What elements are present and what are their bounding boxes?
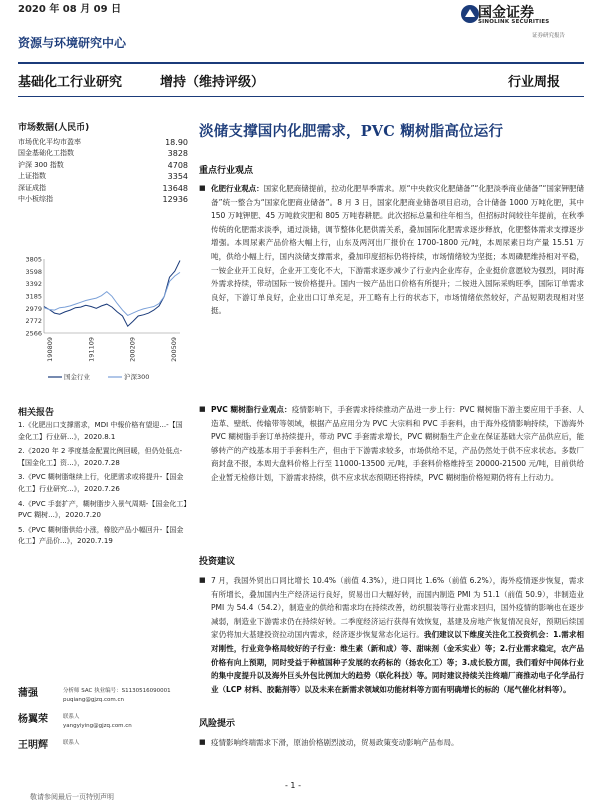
related-reports-title: 相关报告: [18, 408, 55, 418]
index-chart-svg: [18, 255, 188, 385]
key-points-heading: 重点行业观点: [199, 166, 254, 176]
analyst-email[interactable]: puqiang@gjzq.com.cn: [63, 697, 124, 703]
analyst-role: 联系人: [63, 740, 80, 746]
risk-heading: 风险提示: [199, 719, 236, 729]
analyst-email[interactable]: yangyiying@gjzq.com.cn: [63, 723, 132, 729]
related-report-link[interactable]: 4.《PVC 手套扩产，糊树脂步入景气周期-【国金化工】PVC 糊树...》，2020.7.20: [18, 499, 187, 520]
risk-paragraph: [199, 736, 584, 750]
market-row: [18, 137, 188, 148]
footer-disclaimer: 敬请参阅最后一页特别声明: [30, 793, 114, 801]
market-row: [18, 183, 188, 194]
y-tick-label: 3392: [25, 280, 42, 289]
y-tick-label: 2772: [25, 317, 42, 326]
market-data-title: 市场数据(人民币): [18, 123, 90, 133]
series-line: [44, 272, 180, 315]
risk-body: 疫情影响终端需求下滑，原油价格剧烈波动，贸易政策变动影响产品布局。: [211, 738, 459, 747]
analyst-name: 杨翼荣: [18, 714, 48, 725]
market-label: 沪深 300 指数: [18, 160, 64, 169]
market-row: [18, 171, 188, 182]
market-value: 18.90: [165, 138, 188, 147]
legend-label: 沪深300: [124, 373, 150, 381]
section-title: 基础化工行业研究: [18, 75, 123, 90]
related-report-link[interactable]: 2.《2020 年 2 季度基金配置比例回暖，但仍处低点-【国金化工】资...》，2020.7.28: [18, 447, 183, 467]
brand-emblem-icon: [460, 4, 480, 24]
subheader-divider: [18, 96, 584, 97]
market-label: 市场优化平均市盈率: [18, 138, 81, 146]
investment-body: 7 月，我国外贸出口同比增长 10.4%（前值 4.3%），进口同比 1.6%（前值 6.2%），海外疫情逐步恢复，需求有所增长，叠加国内生产经济运行良好，贸易出口大幅好转，而国内制造 PMI 为 51.1（前值 50.9），非制造业 PMI 为 54.4（54.2），制造业的供给和需求均在持续改善，纺织服装等行业需求回归，国外疫情的影响也在逐步减弱，制造业下游需求仍在持续好转。二季度经济运行获得有效恢复，基建及房地产恢复情况良好，预期后续国家仍将加大基建投资拉动国内需求，经济逐步恢复常态化运行。: [211, 576, 584, 640]
y-tick-label: 2566: [25, 329, 42, 338]
market-row: [18, 160, 188, 171]
brand-name-en: SINOLINK SECURITIES: [478, 19, 550, 25]
x-tick-label: 191109: [87, 337, 96, 362]
y-tick-label: 3598: [25, 267, 42, 276]
series-line: [44, 261, 180, 327]
brand-name: 国金证券: [478, 5, 534, 21]
related-report-link[interactable]: 5.《PVC 糊树脂供给小涨，橡胶产品小幅回升-【国金化工】产品价...》，2020.7.19: [18, 525, 184, 546]
market-data: [18, 120, 188, 205]
related-report-link[interactable]: 1.《化肥出口支撑需求，MDI 中報价格有望迎...-【国金化工】行业研...》，2020.8.1: [18, 421, 183, 441]
market-label: 上证指数: [18, 172, 46, 181]
market-label: 国金基础化工指数: [18, 149, 74, 158]
index-chart: [18, 255, 188, 385]
report-type: 行业周报: [508, 75, 561, 90]
legend-label: 国金行业: [64, 373, 90, 381]
market-value: 3828: [167, 149, 188, 159]
analyst-name: 蒲强: [18, 688, 38, 699]
y-tick-label: 2979: [25, 304, 42, 313]
analyst-name: 王明辉: [18, 740, 48, 751]
related-reports: [18, 420, 188, 551]
investment-paragraph: [199, 574, 584, 696]
fertilizer-body: 国家化肥商储提前，拉动化肥旱季需求。原“中央救灾化肥储备”“化肥淡季商业储备”“国家钾肥储备”统一整合为“国家化肥商业储备”。8 月 3 日，国家化肥商业储备项目启动，合计储备 1000 万吨化肥，其中 150 万吨钾肥、45 万吨救灾肥和 805 万吨春耕肥。此次招标总量和往年相当，但招标时间较往年提前，在秋季传统的化肥需求淡季，通过淡储，调节整体化肥供需关系，叠加国际化肥需求逐步释放，化肥整体需求支撑逐步增强。本周尿素产品价格大幅上行，山东及两河出厂报价在 1700-1800 元/吨，本周尿素日均产量 15.51 万吨，供给小幅上行，国内淡储支撑需求，叠加印度招标仍将持续，市场情绪较为坚挺；本周磷肥维持相对平稳，一铵企业开工良好，企业开工变化不大，下游需求逐步减少了行业内企业库存，企业挺价意愿较为强烈，同时海外需求持续，带动国际一铵价格提升。国内一铵产品出口价格有所提升；二铵进入国际采购旺季，国际订单需求良好，下游订单良好，企业出口订单充足，开工略有上行的状态下，市场情绪依然较好，产品短期表现相对坚挺。: [211, 184, 584, 316]
fertilizer-paragraph: [199, 182, 584, 318]
investment-recommendation: 我们建议以下维度关注化工投资机会：1.需求相对刚性，行业竞争格局较好的子行业：维生素（新和成）等、甜味剂（金禾实业）等；2.行业需求稳定，农产品价格有向上预期，同时受益于种植国种子发展的农药标的（扬农化工）等；3.成长股方面，我们看好中间体行业的集中度提升以及海外巨头外包比例加大的趋势（联化科技）等。同时建议持续关注终端厂商推动电子化学品行业（LCP 材料、胶黏剂等）以及未来在新需求领域如功能材料等方面有明确增长的标的（尾气催化材料等）。: [211, 630, 584, 694]
pvc-lead: PVC 糊树脂行业观点：: [211, 405, 292, 414]
brand-subtitle: 证券研究报告: [532, 33, 566, 39]
header-divider: [18, 62, 584, 64]
x-tick-label: 200509: [170, 337, 178, 362]
market-label: 深证成指: [18, 183, 46, 192]
y-tick-label: 3185: [25, 292, 42, 301]
market-value: 3354: [167, 172, 188, 182]
analyst-role: 联系人: [63, 714, 80, 720]
related-report-link[interactable]: 3.《PVC 糊树脂继续上行，化肥需求或将提升-【国金化工】行业研究...》，2020.7.26: [18, 473, 184, 493]
rating: 增持（维持评级）: [160, 75, 265, 90]
market-value: 13648: [162, 183, 188, 193]
pvc-paragraph: [199, 403, 584, 485]
market-label: 中小板综指: [18, 195, 53, 204]
market-row: [18, 148, 188, 159]
report-date: 2020 年 08 月 09 日: [18, 4, 122, 15]
pvc-body: 疫情影响下，手套需求持续推动产品进一步上行：PVC 糊树脂下游主要应用于手套、人造革、壁纸、传输带等领域，根据产品应用分为 PVC 大宗料和 PVC 手套料，由于海外疫情影响持续，下游海外 PVC 糊树脂手套订单持续提升，带动 PVC 手套需求增长，PVC 糊树脂生产企业在保证基础大宗产品供应后，能够转产的产线基本用于手套料生产，但由于下游需求较多，市场供给不足，产品仍然处于供不应求状态。多数厂商封盘不报，本周大盘料价格上行至 11000-13500 元/吨，手套料价格维持至 20000-21500 元/吨，目前供给企业暂无检修计划，下游需求持续，供不应求状态预期还将持续，PVC 糊树脂价格短期仍将有上行动力。: [211, 405, 584, 482]
report-title: 淡储支撑国内化肥需求，PVC 糊树脂高位运行: [199, 123, 504, 140]
market-value: 4708: [167, 160, 188, 170]
investment-heading: 投资建议: [199, 557, 236, 567]
department: 资源与环境研究中心: [18, 36, 127, 50]
page-number: - 1 -: [285, 781, 301, 790]
market-row: [18, 194, 188, 205]
fertilizer-lead: 化肥行业观点：: [211, 184, 264, 193]
analyst-cert: 分析师 SAC 执业编号：S1130516090001: [63, 688, 171, 694]
y-tick-label: 3805: [25, 255, 42, 264]
market-value: 12936: [162, 195, 188, 205]
x-tick-label: 190809: [46, 337, 54, 362]
x-tick-label: 200209: [128, 337, 137, 362]
